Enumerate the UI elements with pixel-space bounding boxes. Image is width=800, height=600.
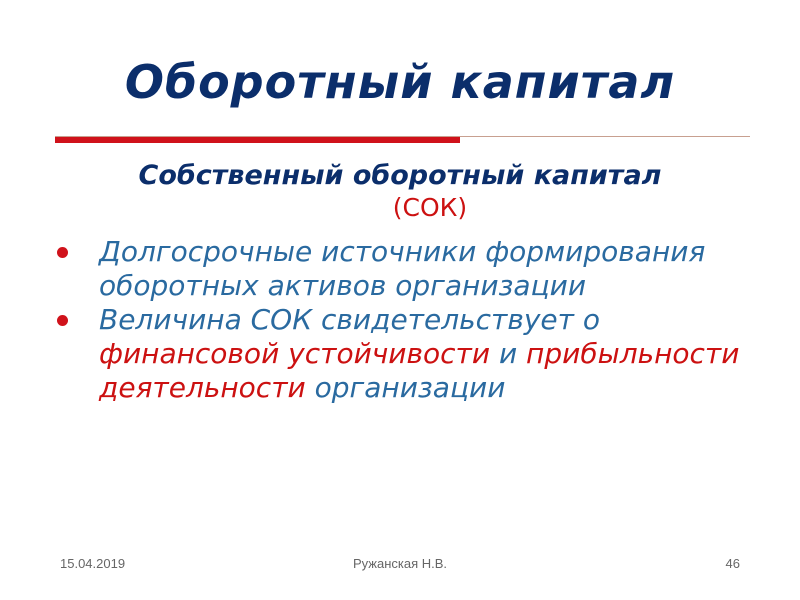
bullet-item-2 [55, 303, 755, 405]
bullet-list [55, 235, 755, 405]
bullet-dot-icon [57, 315, 68, 326]
footer-page-number: 46 [725, 556, 740, 571]
bullet-text: Долгосрочные источники формирования оборотных активов организации [99, 235, 706, 302]
title-divider-accent [55, 137, 460, 143]
bullet-text-suffix: организации [305, 371, 506, 404]
bullet-text-connector: и [490, 337, 527, 370]
slide-subtitle: Собственный оборотный капитал [138, 160, 662, 191]
slide-title: Оборотный капитал [124, 55, 676, 109]
bullet-dot-icon [57, 247, 68, 258]
subtitle-abbreviation: (СОК) [392, 193, 468, 222]
highlight-financial-stability: финансовой устойчивости [99, 337, 491, 370]
footer-author: Ружанская Н.В. [352, 556, 448, 571]
bullet-text-prefix: Величина СОК свидетельствует о [99, 303, 600, 336]
highlight-profitability: прибыльности деятельности [99, 337, 740, 404]
bullet-item-1 [55, 235, 755, 303]
footer-date: 15.04.2019 [60, 556, 126, 571]
